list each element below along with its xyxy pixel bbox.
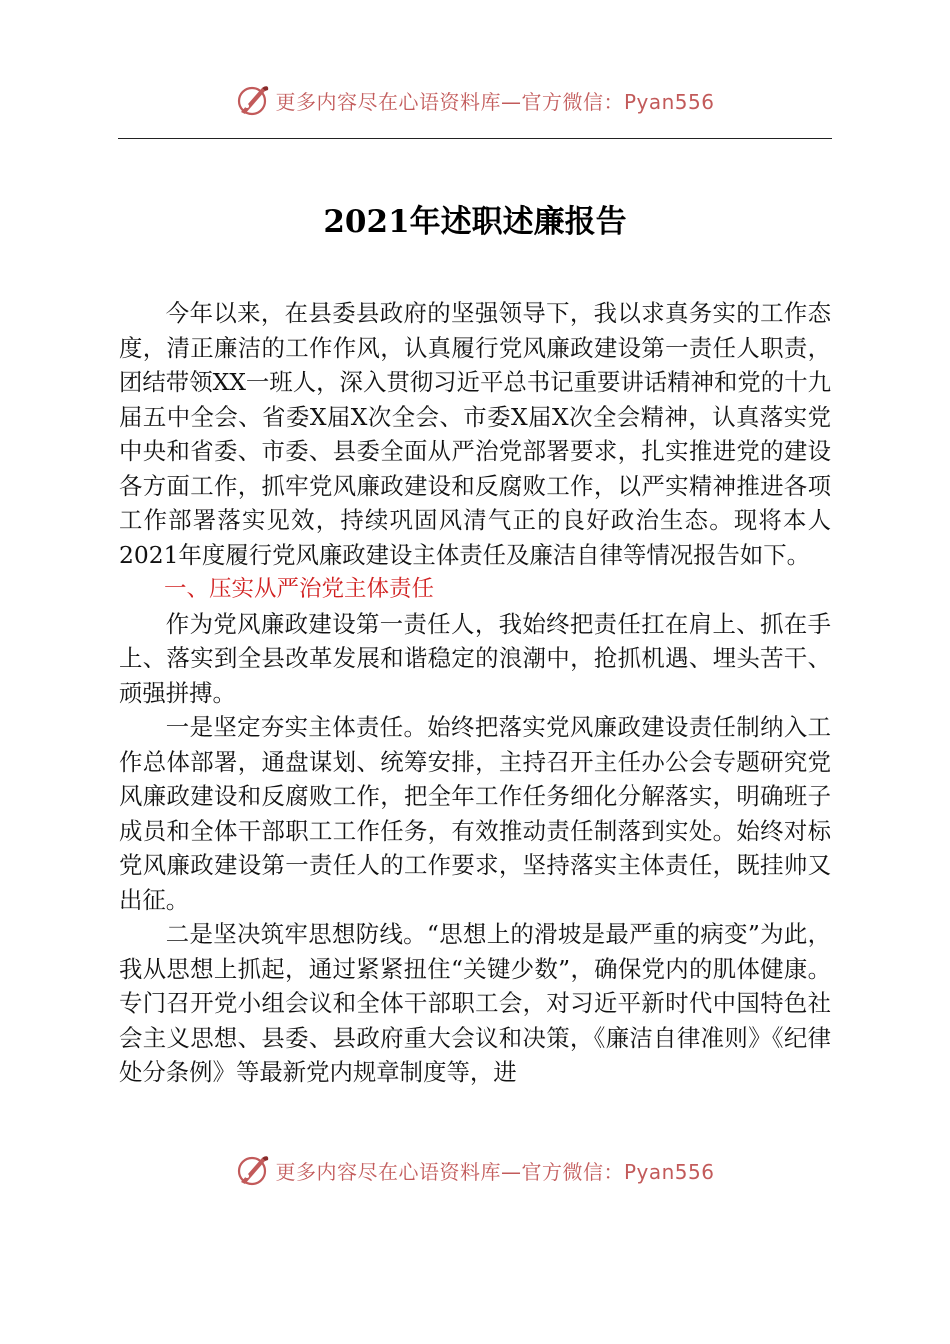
document-body [119, 296, 831, 1090]
document-title: 2021年述职述廉报告 [323, 204, 627, 240]
paragraph: 作为党风廉政建设第一责任人，我始终把责任扛在肩上、抓在手上、落实到全县改革发展和谐稳定的浪潮中，抢抓机遇、埋头苦干、顽强拼搏。 [119, 609, 831, 707]
footer-banner-text: 更多内容尽在心语资料库—官方微信：Pyan556 [275, 1159, 715, 1184]
header-banner [0, 80, 950, 120]
paragraph-intro: 今年以来，在县委县政府的坚强领导下，我以求真务实的工作态度，清正廉洁的工作作风，认真履行党风廉政建设第一责任人职责，团结带领XX一班人，深入贯彻习近平总书记重要讲话精神和党的十九届五中全会、省委X届X次全会、市委X届X次全会精神，认真落实党中央和省委、市委、县委全面从严治党部署要求，扎实推进党的建设各方面工作，抓牢党风廉政建设和反腐败工作，以严实精神推进各项工作部署落实见效，持续巩固风清气正的良好政治生态。现将本人2021年度履行党风廉政建设主体责任及廉洁自律等情况报告如下。 [119, 299, 831, 569]
quill-logo-icon [235, 1152, 271, 1188]
header-divider [118, 138, 832, 139]
paragraph: 二是坚决筑牢思想防线。“思想上的滑坡是最严重的病变”为此，我从思想上抓起，通过紧紧扭住“关键少数”，确保党内的肌体健康。专门召开党小组会议和全体干部职工会，对习近平新时代中国特色社会主义思想、县委、县政府重大会议和决策，《廉洁自律准则》《纪律处分条例》等最新党内规章制度等，进 [119, 920, 831, 1086]
footer-banner [0, 1150, 950, 1190]
section-heading: 一、压实从严治党主体责任 [164, 576, 435, 602]
quill-logo-icon [235, 82, 271, 118]
paragraph: 一是坚定夯实主体责任。始终把落实党风廉政建设责任制纳入工作总体部署，通盘谋划、统筹安排，主持召开主任办公会专题研究党风廉政建设和反腐败工作，把全年工作任务细化分解落实，明确班子成员和全体干部职工工作任务，有效推动责任制落到实处。始终对标党风廉政建设第一责任人的工作要求，坚持落实主体责任，既挂帅又出征。 [119, 713, 831, 914]
header-banner-text: 更多内容尽在心语资料库—官方微信：Pyan556 [275, 89, 715, 114]
